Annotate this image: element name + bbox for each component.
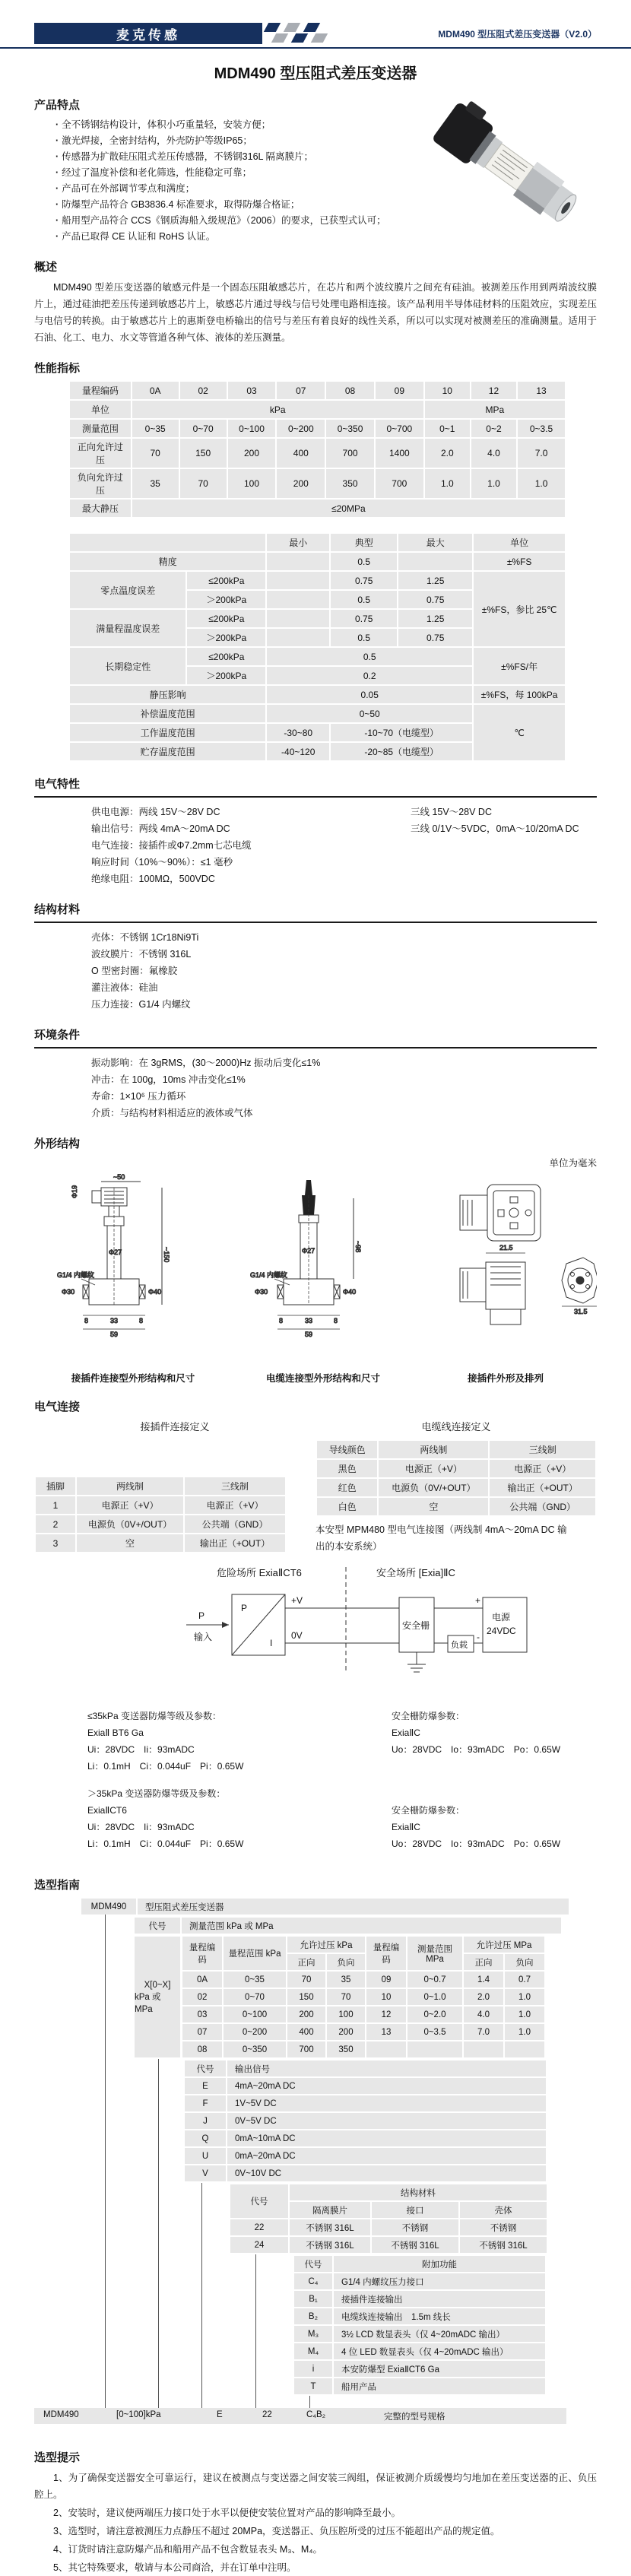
svg-text:24VDC: 24VDC <box>487 1626 516 1636</box>
svg-text:输入: 输入 <box>194 1632 213 1642</box>
electrical-line: 输出信号：两线 4mA～20mA DC 三线 0/1V～5VDC，0mA～10/20mA DC <box>91 823 579 834</box>
svg-text:33: 33 <box>110 1317 119 1324</box>
connection-subtitles <box>34 1419 597 1433</box>
electrical-section <box>34 776 597 887</box>
sel-range-block <box>133 1935 612 2059</box>
svg-text:G1/4 内螺纹: G1/4 内螺纹 <box>57 1271 95 1279</box>
material-line: O 型密封圈：氟橡胶 <box>91 966 178 976</box>
features-section <box>34 97 597 245</box>
sel-connector-line <box>158 2059 159 2408</box>
material-line: 壳体：不锈钢 1Cr18Ni9Ti <box>91 932 199 943</box>
sel-output-row: V 0V~10V DC <box>185 2165 546 2181</box>
feature-item: · 传感器为扩散硅压阻式差压传感器，不锈钢316L 隔离膜片； <box>34 149 597 165</box>
ex-param-line: ExiaⅡ BT6 Ga <box>87 1727 144 1738</box>
environment-line: 寿命：1×10⁶ 压力循环 <box>91 1091 186 1102</box>
page-header <box>0 0 631 49</box>
sel-addon-row: T 船用产品 <box>294 2378 545 2394</box>
ex-right-group-2: 安全栅防爆参数： ExiaⅡC Uo：28VDC Io：93mADC Po：0.65W <box>392 1802 597 1852</box>
ex-param-line: Li：0.1mH Ci：0.044uF Pi：0.65W <box>87 1838 244 1849</box>
ex-left-group-1: ≤35kPa 变送器防爆等级及参数： ExiaⅡ BT6 Ga Ui：28VDC Ii：93mADC Li：0.1mH Ci：0.044uF Pi：0.65W <box>87 1708 392 1775</box>
sel-range-table: 量程编码 量程范围 kPa 允许过压 kPa 量程编码 测量范围 MPa 允许过压 MPa 正向 负向 正向 负向 0A 0~35 70 35 09 0~0.7 1.4 0.7 02 0~70 150 70 10 0~1.0 2.0 1.0 03 0~100 200 100 12 0~2.0 4.0 1.0 07 0~200 400 200 13 0~3.5 7.0 1.0 08 0~350 700 350 <box>181 1935 546 2059</box>
material-line: 压力连接：G1/4 内螺纹 <box>91 999 191 1010</box>
range-value: 0~200 <box>277 420 325 437</box>
ex-left-group-2: ＞35kPa 变送器防爆等级及参数： ExiaⅡCT6 Ui：28VDC Ii：93mADC Li：0.1mH Ci：0.044uF Pi：0.65W <box>87 1785 392 1852</box>
outline-drawings <box>34 1171 597 1367</box>
svg-text:Φ19: Φ19 <box>71 1185 78 1198</box>
tips-heading: 选型提示 <box>34 2451 81 2464</box>
ex-param-line: ExiaⅡC <box>392 1822 420 1832</box>
range-value: 0~350 <box>326 420 374 437</box>
plug-row: 3 空 输出正（+OUT） <box>36 1534 285 1552</box>
svg-text:8: 8 <box>279 1317 284 1324</box>
materials-lines <box>34 929 597 1013</box>
environment-line: 振动影响：在 3gRMS，(30～2000)Hz 振动后变化≤1% <box>91 1058 321 1068</box>
sel-range-header-row: 代号 测量范围 kPa 或 MPa <box>133 1916 563 1935</box>
range-codes-row: 量程编码 0A 02 03 07 08 09 10 12 13 <box>70 382 565 399</box>
svg-text:8: 8 <box>139 1317 144 1324</box>
sel-addon-row: B₂ 电缆线连接输出 1.5m 线长 <box>294 2308 545 2324</box>
svg-text:0V: 0V <box>291 1630 303 1641</box>
pos-over-value: 2.0 <box>425 439 470 468</box>
material-line: 灌注液体：硅油 <box>91 982 158 993</box>
range-code: 10 <box>425 382 470 399</box>
connection-heading: 电气连接 <box>34 1401 81 1413</box>
brand-banner <box>34 23 262 44</box>
sel-connector-line <box>201 2183 202 2408</box>
tips-list <box>34 2470 597 2576</box>
feature-item: · 产品已取得 CE 认证和 RoHS 认证。 <box>34 229 597 245</box>
brand-logo-text: 麦克传感 <box>116 27 180 43</box>
svg-text:31.5: 31.5 <box>574 1308 588 1315</box>
svg-text:~50: ~50 <box>113 1173 125 1181</box>
range-code: 02 <box>180 382 227 399</box>
range-value: 0~2 <box>471 420 516 437</box>
page-title: MDM490 型压阻式差压变送器 <box>214 65 417 82</box>
neg-over-value: 350 <box>326 469 374 498</box>
range-values-row: 测量范围 0~35 0~70 0~100 0~200 0~350 0~700 0~1 0~2 0~3.5 <box>70 420 565 437</box>
outline-caption-2: 电缆连接型外形结构和尺寸 <box>265 1373 380 1384</box>
performance-heading: 性能指标 <box>34 362 81 375</box>
ex-param-line: Ui：28VDC Ii：93mADC <box>87 1822 195 1832</box>
range-code: 03 <box>228 382 276 399</box>
svg-text:电源: 电源 <box>492 1612 511 1623</box>
pos-over-value: 70 <box>132 439 179 468</box>
svg-text:-: - <box>477 1632 480 1642</box>
pos-over-value: 200 <box>228 439 276 468</box>
pos-over-value: 400 <box>277 439 325 468</box>
feature-item: · 激光焊接，全密封结构，外壳防护等级IP65； <box>34 133 597 149</box>
sel-connector-line <box>309 2396 310 2408</box>
svg-text:危险场所 ExiaⅡCT6: 危险场所 ExiaⅡCT6 <box>217 1567 302 1578</box>
ex-param-line: Uo：28VDC Io：93mADC Po：0.65W <box>392 1838 561 1849</box>
svg-text:~98: ~98 <box>354 1241 362 1253</box>
tip-item: 4、订货时请注意防爆产品和船用产品不包含数显表头 M₃、M₄。 <box>53 2544 322 2555</box>
document-title: MDM490 型压阻式差压变送器（V2.0） <box>438 29 597 40</box>
tip-item: 3、选型时，请注意被测压力点静压不超过 20MPa，变送器正、负压腔所受的过压不能超出产品的规定值。 <box>53 2526 500 2536</box>
sel-materials-table: 代号 结构材料 隔离膜片 接口 壳体 22 不锈钢 316L 不锈钢 不锈钢 24 不锈钢 316L 不锈钢 316L 不锈钢 316L <box>229 2183 548 2254</box>
neg-over-value: 35 <box>132 469 179 498</box>
svg-text:安全栅: 安全栅 <box>402 1620 430 1631</box>
electrical-line: 响应时间（10%～90%）：≤1 毫秒 <box>91 857 233 868</box>
electrical-line: 绝缘电阻：100MΩ，500VDC <box>91 874 215 884</box>
neg-over-value: 100 <box>228 469 276 498</box>
svg-text:8: 8 <box>334 1317 338 1324</box>
sel-range-row: 0A 0~35 70 35 09 0~0.7 1.4 0.7 <box>182 1972 544 1988</box>
range-table <box>68 380 566 519</box>
feature-item: · 防爆型产品符合 GB3836.4 标准要求，取得防爆合格证； <box>34 197 597 213</box>
ex-param-line: ExiaⅡCT6 <box>87 1805 127 1816</box>
wiring-diagram <box>125 1564 551 1693</box>
ex-param-line: Li：0.1mH Ci：0.044uF Pi：0.65W <box>87 1761 244 1772</box>
outline-caption-3: 接插件外形及排列 <box>467 1373 544 1384</box>
intrinsic-safety-note: 本安型 MPM480 型电气连接图（两线制 4mA～20mA DC 输出的本安系统） <box>316 1524 567 1552</box>
overview-text: MDM490 型差压变送器的敏感元件是一个固态压阻敏感芯片，在芯片和两个波纹膜片之间充有硅油。被测差压作用到两端波纹膜片上，通过硅油把差压传递到敏感芯片上，敏感芯片通过导线与信号处理电路相连接。该产品利用半导体硅材料的压阻效应，实现差压与电信号的转换。由于敏感芯片上的惠斯登电桥输出的信号与差压有着良好的线性关系，所以可以实现对被测差压的准确测量。适用于石油、化工、电力、水文等管道各种气体、液体的差压测量。 <box>34 282 597 343</box>
svg-text:P: P <box>198 1610 205 1621</box>
material-line: 波纹膜片：不锈钢 316L <box>91 949 192 960</box>
range-code: 09 <box>376 382 423 399</box>
features-heading: 产品特点 <box>34 99 81 112</box>
environment-heading: 环境条件 <box>34 1029 81 1042</box>
cable-table: 导线颜色 两线制 三线制 黑色 电源正（+V） 电源正（+V） 红色 电源负（0V/+OUT） 输出正（+OUT） 白色 空 公共端（GND） <box>316 1439 597 1517</box>
pos-over-value: 1400 <box>376 439 423 468</box>
unit-note: 单位为毫米 <box>549 1158 597 1169</box>
outline-caption-1: 接插件连接型外形结构和尺寸 <box>71 1373 195 1384</box>
environment-line: 介质：与结构材料相适应的液体或气体 <box>91 1108 253 1118</box>
sel-range-row: 03 0~100 200 100 12 0~2.0 4.0 1.0 <box>182 2007 544 2022</box>
sel-addon-row: B₁ 接插件连接输出 <box>294 2291 545 2307</box>
svg-text:21.5: 21.5 <box>499 1244 513 1252</box>
range-unit-row: 单位 kPa MPa <box>70 401 565 418</box>
electrical-line: 供电电源：两线 15V～28V DC 三线 15V～28V DC <box>91 807 492 817</box>
overview-section <box>34 259 597 346</box>
electrical-line: 电气连接：接插件或Φ7.2mm七芯电缆 <box>91 840 252 851</box>
neg-over-value: 1.0 <box>518 469 565 498</box>
plug-row: 1 电源正（+V） 电源正（+V） <box>36 1496 285 1514</box>
range-value: 0~700 <box>376 420 423 437</box>
ex-param-line: Ui：28VDC Ii：93mADC <box>87 1744 195 1755</box>
svg-text:G1/4 内螺纹: G1/4 内螺纹 <box>250 1271 288 1279</box>
connection-tables <box>34 1439 597 1555</box>
svg-text:~150: ~150 <box>163 1247 170 1263</box>
sel-output-table: 代号 输出信号 E 4mA~20mA DC F 1V~5V DC J 0V~5V DC Q 0mA~10mA DC U 0mA~20mA DC V 0V~10V DC <box>183 2059 547 2183</box>
overview-heading: 概述 <box>34 261 58 274</box>
range-code: 13 <box>518 382 565 399</box>
ex-right-group-1: 安全栅防爆参数： ExiaⅡC Uo：28VDC Io：93mADC Po：0.65W <box>392 1708 597 1758</box>
max-static-row: 最大静压 ≤20MPa <box>70 500 565 517</box>
pos-over-value: 700 <box>326 439 374 468</box>
pos-over-value: 7.0 <box>518 439 565 468</box>
range-code: 0A <box>132 382 179 399</box>
range-value: 0~35 <box>132 420 179 437</box>
sel-output-row: E 4mA~20mA DC <box>185 2078 546 2094</box>
environment-section <box>34 1026 597 1121</box>
neg-over-value: 1.0 <box>471 469 516 498</box>
cable-row: 白色 空 公共端（GND） <box>317 1498 595 1515</box>
flag-decoration-icon <box>266 23 335 44</box>
svg-text:+: + <box>475 1595 481 1606</box>
range-code: 07 <box>277 382 325 399</box>
materials-heading: 结构材料 <box>34 903 81 916</box>
sel-output-row: U 0mA~20mA DC <box>185 2148 546 2164</box>
environment-line: 冲击：在 100g，10ms 冲击变化≤1% <box>91 1074 246 1085</box>
sel-output-row: Q 0mA~10mA DC <box>185 2130 546 2146</box>
svg-text:Φ27: Φ27 <box>109 1248 122 1256</box>
cable-table-title: 电缆线连接定义 <box>421 1421 491 1432</box>
neg-over-value: 70 <box>180 469 227 498</box>
sel-connector-line <box>105 1915 106 2408</box>
svg-text:Φ30: Φ30 <box>255 1288 268 1296</box>
range-code: 08 <box>326 382 374 399</box>
sel-example-row: MDM490 [0~100]kPa E 22 C₄B₂ 完整的型号规格 <box>34 2408 566 2424</box>
electrical-lines <box>34 804 597 887</box>
sel-material-row: 24 不锈钢 316L 不锈钢 316L 不锈钢 316L <box>230 2237 547 2253</box>
range-value: 0~100 <box>228 420 276 437</box>
sel-model-row: MDM490 型压阻式差压变送器 <box>80 1897 570 1916</box>
tip-item: 1、为了确保变送器安全可靠运行，建议在被测点与变送器之间安装三阀组，保证被测介质缓慢均匀地加在差压变送器的正、负压腔上。 <box>34 2473 597 2500</box>
range-value: 0~3.5 <box>518 420 565 437</box>
tip-item: 2、安装时，建议使两端压力接口处于水平以便使安装位置对产品的影响降至最小。 <box>53 2508 401 2518</box>
feature-item: · 经过了温度补偿和老化筛选，性能稳定可靠； <box>34 165 597 181</box>
sel-addon-row: i 本安防爆型 ExiaⅡCT6 Ga <box>294 2361 545 2377</box>
sel-addon-row: C₄ G1/4 内螺纹压力接口 <box>294 2273 545 2289</box>
selection-matrix <box>43 1897 612 2429</box>
ex-param-line: ExiaⅡC <box>392 1727 420 1738</box>
outline-section <box>34 1135 597 1385</box>
sel-range-row: 08 0~350 700 350 <box>182 2041 544 2057</box>
performance-section <box>34 360 597 762</box>
sel-range-row: 02 0~70 150 70 10 0~1.0 2.0 1.0 <box>182 1989 544 2005</box>
outline-heading: 外形结构 <box>34 1137 81 1150</box>
ex-param-line: Uo：28VDC Io：93mADC Po：0.65W <box>392 1744 561 1755</box>
neg-over-value: 1.0 <box>425 469 470 498</box>
svg-text:负载: 负载 <box>451 1641 468 1650</box>
neg-over-value: 700 <box>376 469 423 498</box>
pos-over-value: 150 <box>180 439 227 468</box>
neg-overpressure-row: 负向允许过压 35 70 100 200 350 700 1.0 1.0 1.0 <box>70 469 565 498</box>
electrical-heading: 电气特性 <box>34 778 81 791</box>
feature-item: · 船用型产品符合 CCS《钢质海船入级规范》（2006）的要求，已获型式认可； <box>34 213 597 229</box>
section-rule <box>34 796 597 798</box>
sel-addon-row: M₄ 4 位 LED 数显表头（仅 4~20mADC 输出） <box>294 2343 545 2359</box>
sel-range-x-cell: X[0~X] kPa 或 MPa <box>135 1937 180 2057</box>
plug-table: 插脚 两线制 三线制 1 电源正（+V） 电源正（+V） 2 电源负（0V+/OUT） 公共端（GND） 3 空 输出正（+OUT） <box>34 1476 287 1553</box>
sel-output-row: F 1V~5V DC <box>185 2095 546 2111</box>
sel-range-row: 07 0~200 400 200 13 0~3.5 7.0 1.0 <box>182 2024 544 2040</box>
environment-lines <box>34 1055 597 1121</box>
plug-row: 2 电源负（0V+/OUT） 公共端（GND） <box>36 1515 285 1533</box>
sel-addon-row: M₃ 3½ LCD 数显表头（仅 4~20mADC 输出） <box>294 2326 545 2342</box>
tips-section <box>34 2449 597 2576</box>
svg-text:Φ40: Φ40 <box>343 1288 357 1296</box>
cable-row: 红色 电源负（0V/+OUT） 输出正（+OUT） <box>317 1479 595 1496</box>
svg-text:Φ40: Φ40 <box>148 1288 162 1296</box>
tip-item: 5、其它特殊要求，敬请与本公司商洽，并在订单中注明。 <box>53 2562 296 2573</box>
product-photo <box>407 92 597 244</box>
svg-text:33: 33 <box>305 1317 313 1324</box>
svg-text:Φ27: Φ27 <box>302 1247 316 1255</box>
svg-text:安全场所 [Exia]ⅡC: 安全场所 [Exia]ⅡC <box>376 1567 455 1578</box>
svg-text:Φ30: Φ30 <box>62 1288 75 1296</box>
feature-item: · 全不锈钢结构设计，体积小巧重量轻，安装方便； <box>34 117 597 133</box>
svg-text:+V: +V <box>291 1595 303 1606</box>
cable-row: 黑色 电源正（+V） 电源正（+V） <box>317 1460 595 1477</box>
svg-text:59: 59 <box>110 1331 119 1338</box>
spec-table: 最小 典型 最大 单位 精度 0.5 ±%FS 零点温度误差 ≤200kPa 0.75 1.25 ±%FS，参比 25℃ ＞200kPa 0.5 0.75 满量程温度误差 ≤200kPa 0.75 1.25 ＞200kPa 0.5 0.75 长期稳定性 ≤200kPa 0.5 ±%FS/年 ＞200kPa 0.2 静压影响 0.05 ±%FS，每 100kPa 补偿温度范围 0~50 ℃ 工作温度范围 -30~80 -10~70（电缆型） 贮存温度范围 -40~120 -20~85（电缆型） <box>68 532 566 762</box>
connection-section <box>34 1398 597 1863</box>
sel-connector-line <box>255 2254 256 2408</box>
sel-material-row: 22 不锈钢 316L 不锈钢 不锈钢 <box>230 2219 547 2235</box>
section-rule <box>34 922 597 923</box>
range-code: 12 <box>471 382 516 399</box>
sel-output-row: J 0V~5V DC <box>185 2113 546 2129</box>
svg-text:59: 59 <box>305 1331 313 1338</box>
neg-over-value: 200 <box>277 469 325 498</box>
pos-over-value: 4.0 <box>471 439 516 468</box>
svg-text:8: 8 <box>84 1317 89 1324</box>
svg-text:P: P <box>241 1603 248 1613</box>
plug-table-title: 接插件连接定义 <box>140 1421 210 1432</box>
pos-overpressure-row: 正向允许过压 70 150 200 400 700 1400 2.0 4.0 7.0 <box>70 439 565 468</box>
ex-params <box>34 1708 597 1863</box>
sel-addons-table: 代号 附加功能 C₄ G1/4 内螺纹压力接口 B₁ 接插件连接输出 B₂ 电缆线连接输出 1.5m 线长 M₃ 3½ LCD 数显表头（仅 4~20mADC 输出） M₄ 4 位 LED 数显表头（仅 4~20mADC 输出） i 本安防爆型 ExiaⅡCT6 Ga T 船用产品 <box>293 2254 547 2396</box>
materials-section <box>34 901 597 1013</box>
range-value: 0~70 <box>180 420 227 437</box>
section-rule <box>34 1047 597 1048</box>
selection-section <box>34 1876 597 2429</box>
range-value: 0~1 <box>425 420 470 437</box>
feature-item: · 产品可在外部调节零点和满度； <box>34 181 597 197</box>
outline-captions <box>34 1371 597 1385</box>
svg-text:I: I <box>270 1638 273 1648</box>
selection-heading: 选型指南 <box>34 1879 81 1892</box>
